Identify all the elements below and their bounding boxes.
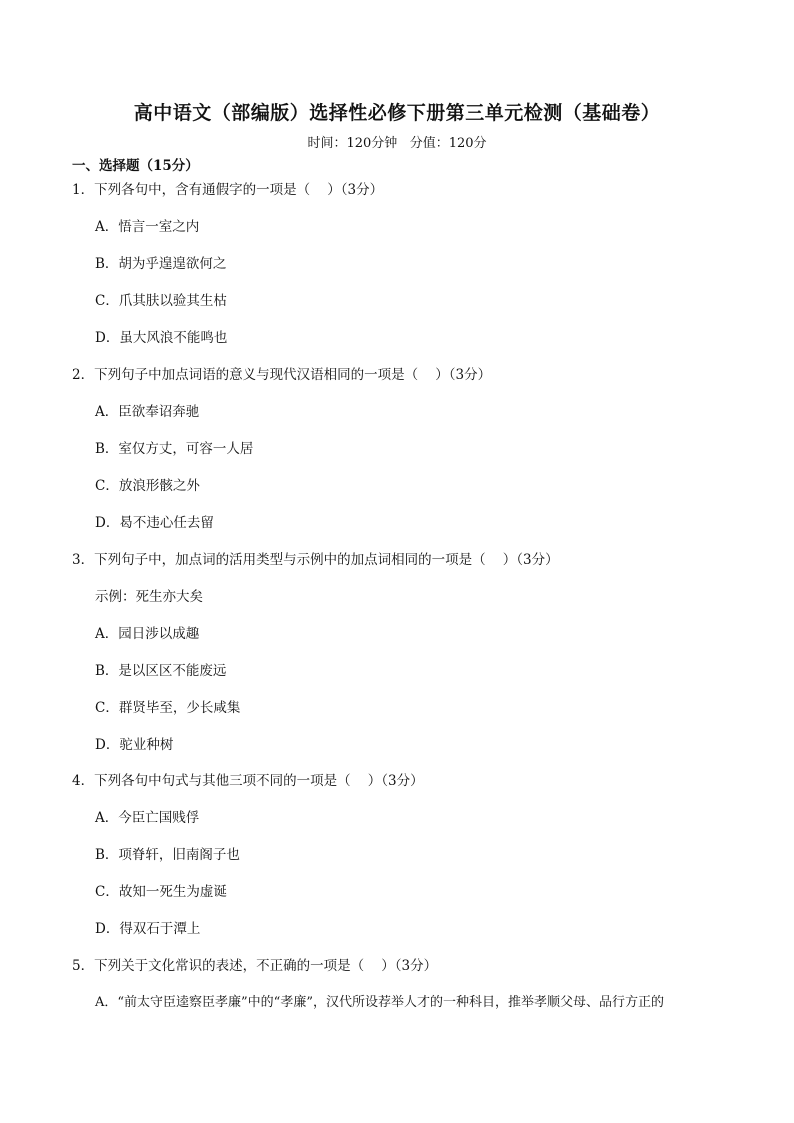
question-stem: 5．下列关于文化常识的表述，不正确的一项是（ ）（3分） <box>72 958 438 974</box>
option-d: D．驼业种树 <box>95 737 174 753</box>
question-stem: 4．下列各句中句式与其他三项不同的一项是（ ）（3分） <box>72 773 424 789</box>
option-b: B．室仅方丈，可容一人居 <box>95 441 254 457</box>
option-a: A．悟言一室之内 <box>95 219 200 235</box>
question-stem: 2．下列句子中加点词语的意义与现代汉语相同的一项是（ ）（3分） <box>72 367 492 383</box>
option-c: C．爪其肤以验其生枯 <box>95 293 227 309</box>
option-d: D．曷不违心任去留 <box>95 515 214 531</box>
option-c: C．群贤毕至，少长咸集 <box>95 700 241 716</box>
question-stem: 1．下列各句中，含有通假字的一项是（ ）（3分） <box>72 182 384 198</box>
option-b: B．是以区区不能废远 <box>95 663 227 679</box>
option-a: A．“前太守臣逵察臣孝廉”中的“孝廉”，汉代所设荐举人才的一种科目，推举孝顺父母、品行方正的 <box>95 995 664 1010</box>
option-d: D．虽大风浪不能鸣也 <box>95 330 228 346</box>
option-a: A．园日涉以成趣 <box>95 626 200 642</box>
question-stem: 3．下列句子中，加点词的活用类型与示例中的加点词相同的一项是（ ）（3分） <box>72 552 559 568</box>
option-b: B．胡为乎遑遑欲何之 <box>95 256 227 272</box>
option-a: A．今臣亡国贱俘 <box>95 810 200 826</box>
page-title: 高中语文（部编版）选择性必修下册第三单元检测（基础卷） <box>133 102 661 124</box>
question-example: 示例：死生亦大矣 <box>95 589 203 605</box>
exam-meta: 时间：120分钟 分值：120分 <box>307 136 487 151</box>
option-b: B．项脊轩，旧南阁子也 <box>95 847 240 863</box>
option-a: A．臣欲奉诏奔驰 <box>95 404 200 420</box>
section-heading: 一、选择题（15分） <box>72 158 199 174</box>
option-c: C．放浪形骸之外 <box>95 478 200 494</box>
option-c: C．故知一死生为虚诞 <box>95 884 227 900</box>
option-d: D．得双石于潭上 <box>95 921 201 937</box>
